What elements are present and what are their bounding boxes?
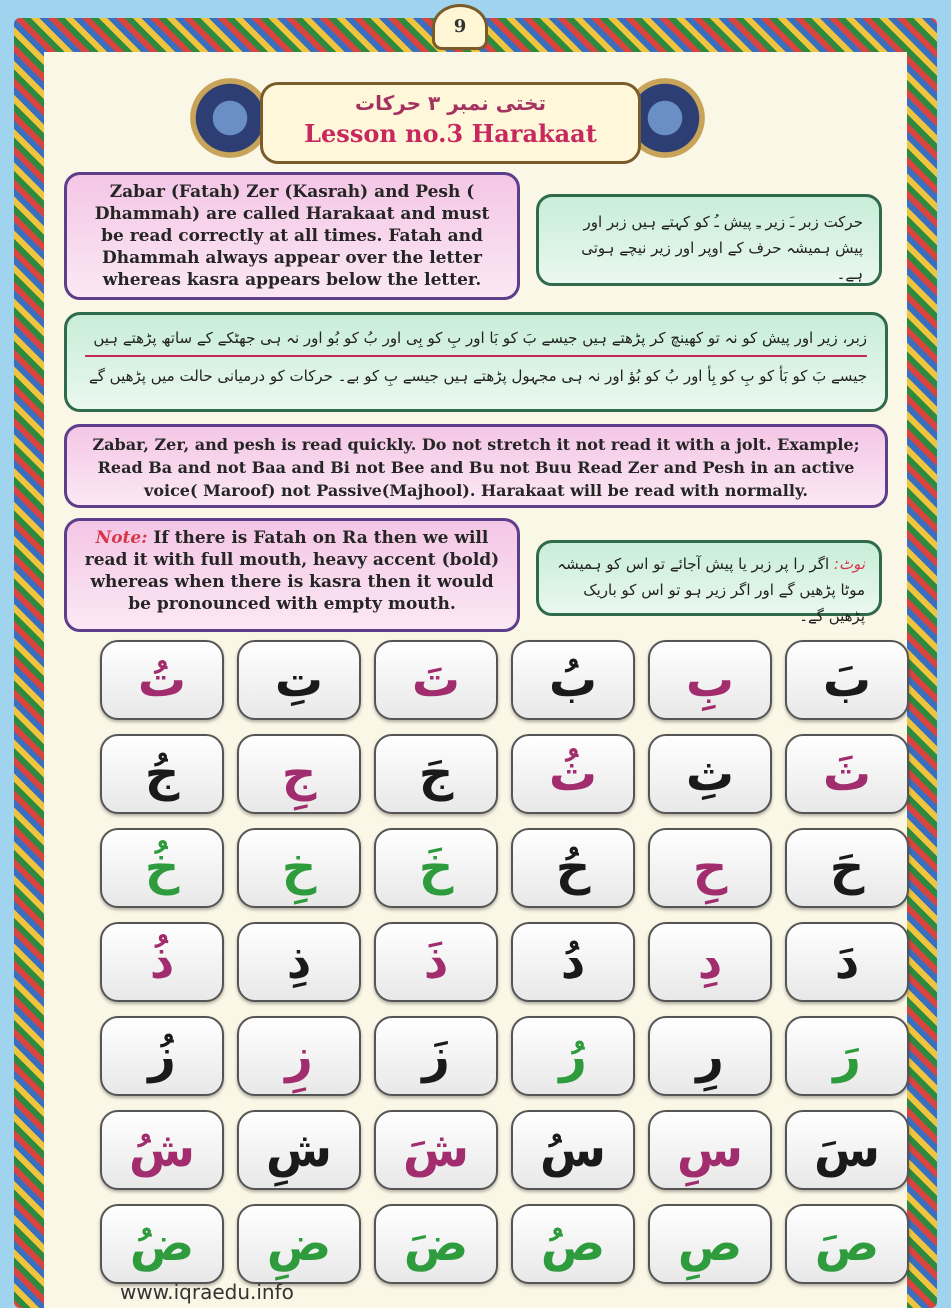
letter-tile[interactable]: شُ xyxy=(100,1110,224,1190)
rule-urdu-box xyxy=(64,312,888,412)
title-urdu: تختی نمبر ۳ حرکات xyxy=(354,91,547,115)
letter-tile[interactable]: زَ xyxy=(374,1016,498,1096)
footer-url: www.iqraedu.info xyxy=(120,1280,294,1304)
note-urdu-label: نوٹ: xyxy=(833,555,865,573)
letter-tile[interactable]: بِ xyxy=(648,640,772,720)
letter-tile[interactable]: حُ xyxy=(511,828,635,908)
letter-tile[interactable]: حِ xyxy=(648,828,772,908)
letter-tile[interactable]: تَ xyxy=(374,640,498,720)
letter-tile[interactable]: صُ xyxy=(511,1204,635,1284)
letter-tile[interactable]: شِ xyxy=(237,1110,361,1190)
intro-english-text: Zabar (Fatah) Zer (Kasrah) and Pesh ( Dhammah) are called Harakaat and must be read correctly at all times. Fatah and Dhammah always appear over the letter whereas kasra appears below the letter. xyxy=(94,182,490,290)
letter-tile[interactable]: ذِ xyxy=(237,922,361,1002)
title-banner xyxy=(190,70,705,166)
note-urdu-body: اگر را پر زبر یا پیش آجائے تو اس کو ہمیشہ موٹا پڑھیں گے اور اگر زیر ہو تو اس کو باریک پڑھیں گے۔ xyxy=(557,555,865,625)
letter-tile[interactable]: تُ xyxy=(100,640,224,720)
letter-tile[interactable]: صِ xyxy=(648,1204,772,1284)
letter-tile[interactable]: تِ xyxy=(237,640,361,720)
letter-tile[interactable]: خَ xyxy=(374,828,498,908)
letter-tile[interactable]: ذَ xyxy=(374,922,498,1002)
letter-tile[interactable]: جَ xyxy=(374,734,498,814)
letter-tile[interactable]: خِ xyxy=(237,828,361,908)
letter-tile[interactable]: دِ xyxy=(648,922,772,1002)
title-box xyxy=(260,82,641,164)
letter-tile[interactable]: ضِ xyxy=(237,1204,361,1284)
ornament-left-icon xyxy=(190,78,270,158)
letter-tile[interactable]: سَ xyxy=(785,1110,909,1190)
letter-tile[interactable]: سُ xyxy=(511,1110,635,1190)
letter-tile[interactable]: ذُ xyxy=(100,922,224,1002)
letter-tile[interactable]: دَ xyxy=(785,922,909,1002)
letter-tile[interactable]: زِ xyxy=(237,1016,361,1096)
letter-tile[interactable]: حَ xyxy=(785,828,909,908)
rule-urdu-line1: زبر، زیر اور پیش کو نہ تو کھینچ کر پڑھتے ہیں جیسے بَ کو بَا اور بِ کو بِی اور بُ کو بُو اور نہ ہی جھٹکے کے ساتھ پڑھتے ہیں xyxy=(85,325,867,357)
page-number: 9 xyxy=(432,4,488,50)
intro-english-box xyxy=(64,172,520,300)
rule-urdu-line2: جیسے بَ کو بَأ کو بِ کو بِأ اور بُ کو بُؤ اور نہ ہی مجہول پڑھتے ہیں جیسے بِ کو بے۔ حرکات کو درمیانی حالت میں پڑھیں گے xyxy=(88,367,867,385)
note-label: Note: xyxy=(95,528,148,548)
letter-grid xyxy=(100,640,888,1284)
intro-urdu-box xyxy=(536,194,882,286)
letter-tile[interactable]: بُ xyxy=(511,640,635,720)
intro-urdu-text: حرکت زبر ـَ زیر ـِ پیش ـُ کو کہتے ہیں زبر اور پیش ہمیشہ حرف کے اوپر اور زیر نیچے ہوتی ہے۔ xyxy=(581,213,863,283)
note-urdu-box xyxy=(536,540,882,625)
letter-tile[interactable]: خُ xyxy=(100,828,224,908)
letter-tile[interactable]: ثُ xyxy=(511,734,635,814)
letter-tile[interactable]: رِ xyxy=(648,1016,772,1096)
letter-tile[interactable]: دُ xyxy=(511,922,635,1002)
note-english-body: If there is Fatah on Ra then we will read it with full mouth, heavy accent (bold) whereas when there is kasra then it would be pronounced with empty mouth. xyxy=(84,528,500,614)
rule-english-box xyxy=(64,424,888,508)
note-urdu-text xyxy=(553,551,865,629)
letter-tile[interactable]: ضُ xyxy=(100,1204,224,1284)
letter-tile[interactable]: سِ xyxy=(648,1110,772,1190)
note-english-text xyxy=(81,527,503,615)
letter-tile[interactable]: رُ xyxy=(511,1016,635,1096)
letter-tile[interactable]: زُ xyxy=(100,1016,224,1096)
letter-tile[interactable]: ثَ xyxy=(785,734,909,814)
letter-tile[interactable]: صَ xyxy=(785,1204,909,1284)
note-english-box xyxy=(64,518,520,632)
letter-tile[interactable]: جِ xyxy=(237,734,361,814)
letter-tile[interactable]: شَ xyxy=(374,1110,498,1190)
letter-tile[interactable]: ضَ xyxy=(374,1204,498,1284)
letter-tile[interactable]: رَ xyxy=(785,1016,909,1096)
letter-tile[interactable]: بَ xyxy=(785,640,909,720)
letter-tile[interactable]: جُ xyxy=(100,734,224,814)
title-english: Lesson no.3 Harakaat xyxy=(304,119,597,148)
rule-english-text: Zabar, Zer, and pesh is read quickly. Do not stretch it not read it with a jolt. Example; Read Ba and not Baa and Bi not Bee and Bu not Buu Read Zer and Pesh in an active voice( Maroof) not Passive(Majhool). Harakaat will be read with normally. xyxy=(92,435,860,500)
letter-tile[interactable]: ثِ xyxy=(648,734,772,814)
